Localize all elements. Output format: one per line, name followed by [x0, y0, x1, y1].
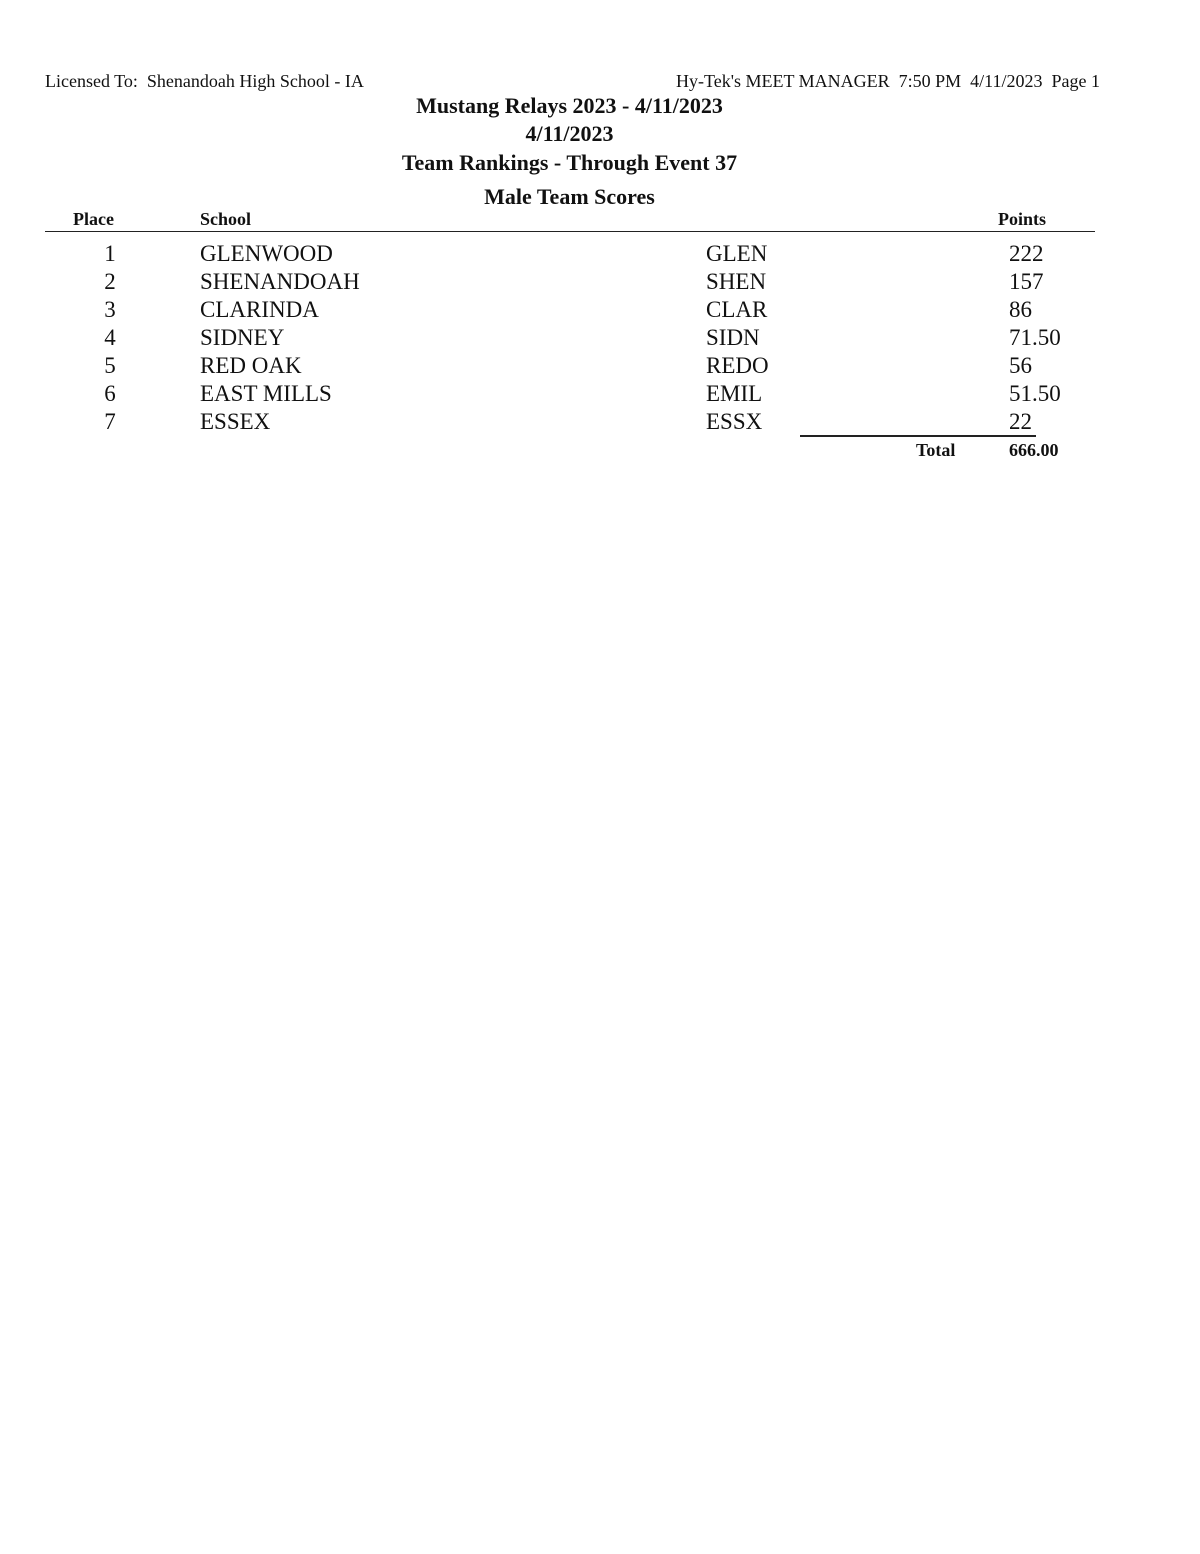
place-cell: 4 — [104, 325, 116, 350]
abbr-cell: ESSX — [706, 409, 763, 434]
table-row — [0, 268, 1200, 296]
place-cell: 3 — [104, 297, 116, 322]
abbr-cell: SIDN — [706, 325, 760, 350]
points-cell: 86 — [1009, 297, 1032, 322]
total-value: 666.00 — [1009, 440, 1059, 460]
table-row — [0, 380, 1200, 408]
school-cell: EAST MILLS — [200, 381, 332, 406]
school-cell: SHENANDOAH — [200, 269, 360, 294]
total-divider — [800, 435, 1036, 437]
school-cell: CLARINDA — [200, 297, 319, 322]
points-cell: 222 — [1009, 241, 1044, 266]
place-cell: 7 — [104, 409, 116, 434]
school-cell: ESSEX — [200, 409, 271, 434]
rankings-title: Team Rankings - Through Event 37 — [401, 150, 738, 175]
column-header-points: Points — [998, 209, 1047, 229]
meet-title: Mustang Relays 2023 - 4/11/2023 — [416, 93, 723, 118]
header-divider — [45, 231, 1095, 232]
points-cell: 157 — [1009, 269, 1044, 294]
place-cell: 5 — [104, 353, 116, 378]
table-row — [0, 408, 1200, 436]
school-cell: RED OAK — [200, 353, 302, 378]
points-cell: 56 — [1009, 353, 1032, 378]
team-scores-table — [0, 240, 1200, 436]
abbr-cell: EMIL — [706, 381, 763, 406]
section-title: Male Team Scores — [484, 184, 655, 209]
software-timestamp: Hy-Tek's MEET MANAGER 7:50 PM 4/11/2023 Page 1 — [676, 71, 1100, 91]
column-header-place: Place — [73, 209, 114, 229]
points-cell: 22 — [1009, 409, 1032, 434]
place-cell: 1 — [104, 241, 116, 266]
school-cell: GLENWOOD — [200, 241, 333, 266]
abbr-cell: REDO — [706, 353, 769, 378]
points-cell: 71.50 — [1009, 325, 1061, 350]
place-cell: 2 — [104, 269, 116, 294]
table-row — [0, 240, 1200, 268]
points-cell: 51.50 — [1009, 381, 1061, 406]
column-header-school: School — [200, 209, 252, 229]
abbr-cell: CLAR — [706, 297, 768, 322]
table-row — [0, 352, 1200, 380]
table-row — [0, 296, 1200, 324]
abbr-cell: SHEN — [706, 269, 767, 294]
table-row — [0, 324, 1200, 352]
meet-date: 4/11/2023 — [525, 121, 614, 146]
license-text: Licensed To: Shenandoah High School - IA — [45, 71, 364, 91]
abbr-cell: GLEN — [706, 241, 768, 266]
place-cell: 6 — [104, 381, 116, 406]
school-cell: SIDNEY — [200, 325, 285, 350]
total-label: Total — [916, 440, 956, 460]
